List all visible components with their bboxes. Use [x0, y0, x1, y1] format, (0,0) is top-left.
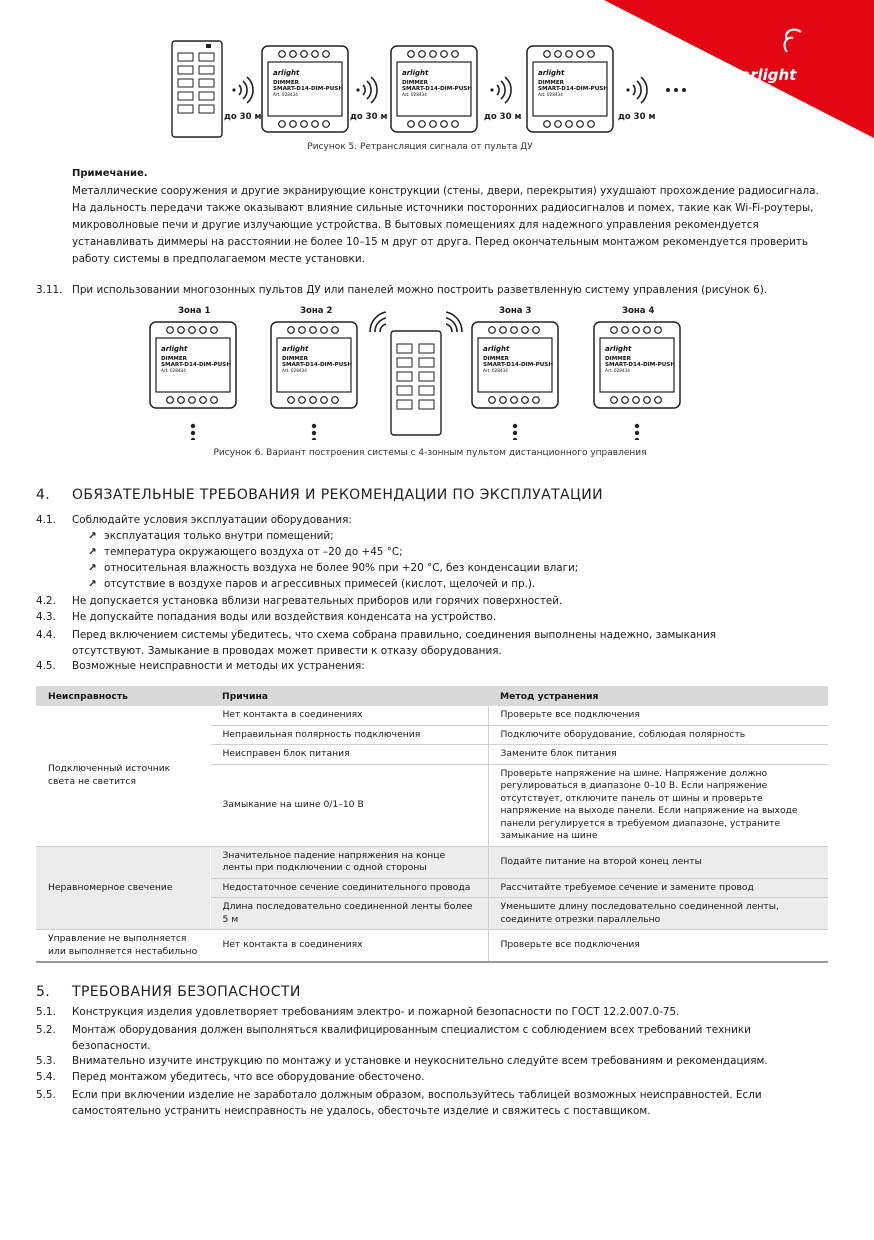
fix-cell: Уменьшите длину последовательно соединенной ленты, соедините отрезки параллельно — [488, 898, 828, 930]
header-fix: Метод устранения — [488, 686, 828, 706]
bullet-1: ↗ эксплуатация только внутри помещений; — [88, 530, 334, 542]
device-line3: Art. 028434 — [273, 92, 298, 97]
brand-logo: arlight — [740, 66, 797, 84]
dimmer-device-icon — [150, 322, 236, 440]
fault-cell: Подключенный источник света не светится — [36, 706, 210, 846]
fix-cell: Рассчитайте требуемое сечение и замените провод — [488, 878, 828, 898]
device-line3: Art. 028434 — [402, 92, 427, 97]
dimmer-device-icon — [472, 322, 558, 440]
device-line1: DIMMER — [538, 80, 564, 86]
cause-cell: Недостаточное сечение соединительного провода — [210, 878, 488, 898]
note-title: Примечание. — [72, 168, 148, 179]
cause-cell: Неисправен блок питания — [210, 745, 488, 765]
device-line2: SMART-D14-DIM-PUSH — [483, 362, 554, 368]
cause-cell: Неправильная полярность подключения — [210, 725, 488, 745]
device-line3: Art. 028434 — [161, 368, 186, 373]
device-line3: Art. 028434 — [538, 92, 563, 97]
dimmer-device-icon — [594, 322, 680, 440]
device-line3: Art. 028434 — [605, 368, 630, 373]
cause-cell: Нет контакта в соединениях — [210, 930, 488, 963]
remote-icon — [172, 41, 222, 137]
bullet-4: ↗ отсутствие в воздухе паров и агрессивных примесей (кислот, щелочей и пр.). — [88, 578, 536, 590]
troubleshooting-table — [36, 686, 828, 963]
signal-waves-icon — [626, 77, 647, 103]
dimmer-device-icon — [262, 46, 348, 132]
continuation-dots-icon — [635, 424, 639, 440]
zone-label-3: Зона 3 — [499, 306, 532, 316]
arrow-icon: ↗ — [88, 578, 97, 590]
figure-5-caption: Рисунок 5. Ретрансляция сигнала от пульта ДУ — [307, 142, 533, 152]
device-line2: SMART-D14-DIM-PUSH — [161, 362, 232, 368]
device-line1: DIMMER — [273, 80, 299, 86]
device-line3: Art. 028434 — [483, 368, 508, 373]
device-line1: DIMMER — [282, 356, 308, 362]
fault-cell: Управление не выполняется или выполняется нестабильно — [36, 930, 210, 963]
figure-5 — [0, 0, 874, 160]
header-cause: Причина — [210, 686, 488, 706]
device-line1: DIMMER — [605, 356, 631, 362]
device-line1: DIMMER — [161, 356, 187, 362]
signal-waves-icon — [490, 77, 511, 103]
dimmer-device-icon — [271, 322, 357, 440]
device-line2: SMART-D14-DIM-PUSH — [273, 86, 344, 92]
table-row — [36, 846, 828, 878]
zone-label-2: Зона 2 — [300, 306, 333, 316]
device-line1: DIMMER — [402, 80, 428, 86]
cause-cell: Значительное падение напряжения на конце ленты при подключении с одной стороны — [210, 846, 488, 878]
zone-label-4: Зона 4 — [622, 306, 655, 316]
bullet-2: ↗ температура окружающего воздуха от –20 до +45 °C; — [88, 546, 403, 558]
fix-cell: Проверьте все подключения — [488, 930, 828, 963]
device-line2: SMART-D14-DIM-PUSH — [282, 362, 353, 368]
arrow-icon: ↗ — [88, 530, 97, 542]
note-body: Металлические сооружения и другие экранирующие конструкции (стены, двери, перекрытия) ухудшают прохождение радиосигнала. На дальность передачи также оказывают влияние сильные источники посторонних радиосигналов и помех, такие как Wi-Fi-роутеры, микроволновые печи и другие излучающие устройства. В бытовых помещениях для надежного управления рекомендуется устанавливать диммеры на расстоянии не более 10–15 м друг от друга. Перед окончательным монтажом рекомендуется проверить работу системы в предполагаемом месте установки. — [72, 185, 819, 265]
device-brand: arlight — [161, 345, 188, 353]
device-brand: arlight — [273, 69, 300, 77]
continuation-dots-icon — [312, 424, 316, 440]
device-brand: arlight — [282, 345, 309, 353]
device-line1: DIMMER — [483, 356, 509, 362]
cause-cell: Замыкание на шине 0/1–10 В — [210, 764, 488, 846]
device-brand: arlight — [605, 345, 632, 353]
fix-cell: Подключите оборудование, соблюдая полярность — [488, 725, 828, 745]
device-line2: SMART-D14-DIM-PUSH — [538, 86, 609, 92]
signal-waves-icon — [370, 312, 462, 332]
figure-6-caption: Рисунок 6. Вариант построения системы с 4-зонным пультом дистанционного управления — [213, 448, 647, 458]
dimmer-device-icon — [391, 46, 477, 132]
distance-label-3: до 30 м — [484, 112, 522, 122]
table-header-row — [36, 686, 828, 706]
fix-cell: Проверьте напряжение на шине. Напряжение должно регулироваться в диапазоне 0–10 В. Если напряжение отсутствует, отключите панель от шины и проверьте напряжение на выходе панели. Если напряжение на выходе панели регулируется в требуемом диапазоне, устраните замыкание на шине — [488, 764, 828, 846]
fault-cell: Неравномерное свечение — [36, 846, 210, 930]
device-line2: SMART-D14-DIM-PUSH — [605, 362, 676, 368]
device-brand: arlight — [483, 345, 510, 353]
cause-cell: Длина последовательно соединенной ленты более 5 м — [210, 898, 488, 930]
dimmer-device-icon — [527, 46, 613, 132]
header-fault: Неисправность — [36, 686, 210, 706]
continuation-dots-icon — [191, 424, 195, 440]
bullet-3: ↗ относительная влажность воздуха не более 90% при +20 °C, без конденсации влаги; — [88, 562, 579, 574]
zone-label-1: Зона 1 — [178, 306, 211, 316]
signal-waves-icon — [232, 77, 253, 103]
signal-waves-icon — [356, 77, 377, 103]
ellipsis-icon — [666, 88, 686, 92]
device-line3: Art. 028434 — [282, 368, 307, 373]
figure-6 — [0, 300, 874, 440]
fix-cell: Подайте питание на второй конец ленты — [488, 846, 828, 878]
continuation-dots-icon — [513, 424, 517, 440]
distance-label-4: до 30 м — [618, 112, 656, 122]
fix-cell: Замените блок питания — [488, 745, 828, 765]
table-row — [36, 706, 828, 725]
device-brand: arlight — [538, 69, 565, 77]
device-brand: arlight — [402, 69, 429, 77]
fix-cell: Проверьте все подключения — [488, 706, 828, 725]
device-line2: SMART-D14-DIM-PUSH — [402, 86, 473, 92]
cause-cell: Нет контакта в соединениях — [210, 706, 488, 725]
arrow-icon: ↗ — [88, 562, 97, 574]
distance-label-1: до 30 м — [224, 112, 262, 122]
arrow-icon: ↗ — [88, 546, 97, 558]
table-row — [36, 930, 828, 963]
distance-label-2: до 30 м — [350, 112, 388, 122]
remote-icon — [391, 331, 441, 435]
